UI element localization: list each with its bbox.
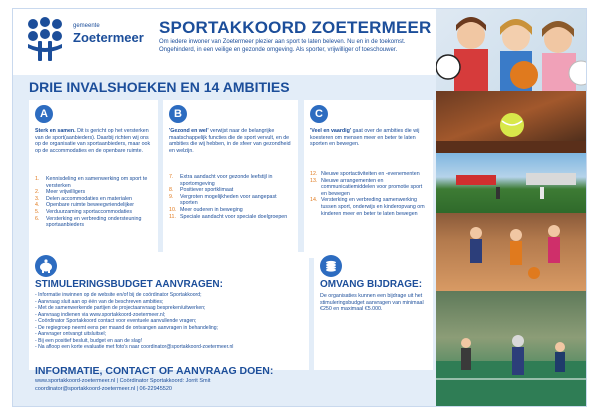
angle-intro-rest: Dit is gericht op het versterken van de sport(aanbieders). Daarbij richten wij ons op de organisatie van sportaanbieders, maar ook op de accommodaties en de openbare ruimte. bbox=[35, 128, 151, 154]
ambition-text: Extra aandacht voor gezonde leefstijl in sportomgeving bbox=[180, 174, 273, 187]
angle-card-c bbox=[304, 100, 433, 258]
info-email-line: coordinator@sportakkoord-zoetermeer.nl | 06-22945520 bbox=[35, 386, 172, 392]
ambition-text: Nieuwe sportactiviteiten en -evenementen bbox=[321, 171, 420, 177]
piggy-bank-icon bbox=[35, 255, 57, 277]
photo-seniors-sport bbox=[436, 291, 587, 407]
section-title: DRIE INVALSHOEKEN EN 14 AMBITIES bbox=[29, 79, 290, 95]
ambition-number: 3. bbox=[35, 195, 40, 202]
contribution-title: OMVANG BIJDRAGE: bbox=[320, 279, 423, 290]
budget-step-text: Bij een positief besluit, budget en aan de slag! bbox=[38, 337, 143, 344]
angle-intro bbox=[35, 128, 153, 154]
ambition-item bbox=[310, 178, 429, 198]
ambition-item bbox=[169, 214, 294, 221]
coins-icon bbox=[320, 255, 342, 277]
budget-title: STIMULERINGSBUDGET AANVRAGEN: bbox=[35, 279, 223, 290]
angle-intro-rest: gaat over de ambities die wij koesteren om mensen meer en beter te laten sporten en bewegen. bbox=[310, 128, 420, 148]
ambition-item bbox=[310, 197, 429, 217]
intro-text: Om iedere inwoner van Zoetermeer plezier aan sport te laten beleven. Nu en in de toekomst. Ongehinderd, in een veilige en gezonde omgeving. Als sporter, vrijwilliger of toeschouwer. bbox=[159, 39, 406, 53]
budget-step: - Na afloop een korte evaluatie met foto's naar coordinator@sportakkoord-zoetermeer.nl bbox=[35, 344, 234, 350]
ambition-number: 4. bbox=[35, 202, 40, 209]
budget-step-text: Informatie inwinnen op de website en/of bij de coördinator Sportakkoord; bbox=[38, 292, 202, 298]
ambition-number: 5. bbox=[35, 208, 40, 215]
ambition-text: Meer vrijwilligers bbox=[46, 189, 86, 196]
coins-glyph bbox=[320, 255, 342, 277]
ambition-number: 6. bbox=[35, 215, 40, 222]
budget-step: - Met de samenwerkende partijen de projectaanvraag bespreken/uitwerken; bbox=[35, 305, 206, 311]
contribution-section bbox=[314, 252, 433, 370]
ambition-number: 1. bbox=[35, 176, 40, 182]
ambition-text: Kennisdeling en samenwerking om sport te versterken bbox=[46, 176, 148, 189]
ambition-number: 13. bbox=[310, 177, 318, 184]
ambition-item bbox=[169, 187, 294, 194]
header bbox=[13, 9, 436, 75]
ambition-text: Delen accommodaties en materialen bbox=[46, 195, 132, 202]
angle-intro bbox=[169, 128, 293, 154]
angle-card-a bbox=[29, 100, 158, 258]
letter-badge: C bbox=[310, 105, 328, 123]
budget-step-text: Coördinator Sportakkoord contact voor eventuele aanvullende vragen; bbox=[38, 318, 197, 324]
ambition-item bbox=[35, 202, 154, 209]
photo-field-illustration bbox=[436, 153, 587, 213]
budget-step: - Aanvraag sluit aan op één van de beschreven ambities; bbox=[35, 298, 164, 305]
ambition-text: Versterking en verbreding samenwerking tussen sport, onderwijs en kinderopvang om kinderen meer en beter te laten bewegen bbox=[321, 197, 425, 217]
ambition-list bbox=[310, 171, 429, 217]
photo-tennis-illustration bbox=[436, 91, 587, 153]
ambition-item bbox=[169, 174, 294, 187]
photo-court-illustration bbox=[436, 213, 587, 291]
ambition-number: 14. bbox=[310, 197, 318, 204]
info-website-line: www.sportakkoord-zoetermeer.nl | Coördinator Sportakkoord: Jorrit Smit bbox=[35, 378, 211, 384]
piggy-bank-glyph bbox=[35, 255, 57, 277]
ambition-item bbox=[35, 216, 154, 229]
budget-steps bbox=[35, 292, 305, 351]
letter-badge: B bbox=[169, 105, 187, 123]
ambition-text: Vergroten mogelijkheden voor aangepast sporten bbox=[180, 193, 277, 207]
ambition-item bbox=[169, 194, 294, 207]
ambition-list bbox=[35, 176, 154, 229]
info-title: INFORMATIE, CONTACT OF AANVRAAG DOEN: bbox=[35, 365, 274, 377]
budget-step-text: Na afloop een korte evaluatie met foto's naar coordinator@sportakkoord-zoetermeer.nl bbox=[38, 344, 234, 350]
ambition-text: Versterking en verbreding ondersteuning sportaanbieders bbox=[46, 215, 142, 229]
budget-section bbox=[29, 252, 309, 370]
photo-tennis bbox=[436, 91, 587, 153]
letter-badge: A bbox=[35, 105, 53, 123]
budget-step: - Bij een positief besluit, budget en aan de slag! bbox=[35, 337, 143, 344]
logo-name: Zoetermeer bbox=[73, 30, 144, 45]
ambition-text: Nieuwe arrangementen en communicatiemiddelen voor promotie sport en bewegen bbox=[321, 177, 423, 197]
ambition-item bbox=[35, 196, 154, 203]
page-title: SPORTAKKOORD ZOETERMEER bbox=[159, 18, 432, 37]
photo-seniors-illustration bbox=[436, 291, 587, 407]
budget-step-text: Aanvraag indienen via www.sportakkoord-zoetermeer.nl; bbox=[37, 311, 166, 318]
angle-intro-bold: 'Gezond en wel' bbox=[169, 128, 209, 134]
ambition-number: 9. bbox=[169, 193, 174, 200]
budget-step: - Aanvraag indienen via www.sportakkoord-zoetermeer.nl; bbox=[35, 311, 166, 318]
ambition-item bbox=[310, 171, 429, 178]
budget-step: - De regiegroep neemt eens per maand de ontvangen aanvragen in behandeling; bbox=[35, 324, 218, 331]
poster bbox=[12, 8, 587, 407]
budget-step: - Informatie inwinnen op de website en/of bij de coördinator Sportakkoord; bbox=[35, 292, 202, 298]
contribution-text: De organisaties kunnen een bijdrage uit het stimuleringsbudget aanvragen van minimaal €250 en maximaal €5.000. bbox=[320, 293, 424, 313]
ambition-text: Openbare ruimte beweegvriendelijker bbox=[46, 202, 135, 209]
angle-intro-rest: verwijst naar de belangrijke maatschappelijk functies die de sport vervult, en de ambities die wij hebben, in de sfeer van gezondheid en welzijn. bbox=[169, 128, 291, 154]
zoetermeer-logo-icon bbox=[25, 17, 65, 63]
ambition-text: Meer ouderen in beweging bbox=[180, 206, 243, 213]
ambition-text: Speciale aandacht voor speciale doelgroepen bbox=[180, 213, 288, 220]
photo-children-illustration bbox=[436, 9, 587, 91]
ambition-item bbox=[35, 189, 154, 196]
budget-step-text: Aanvrager ontvangt uitsluitsel; bbox=[37, 331, 107, 337]
ambition-item bbox=[35, 209, 154, 216]
ambition-list bbox=[169, 174, 294, 220]
ambition-number: 10. bbox=[169, 206, 177, 213]
ambition-text: Positiever sportklimaat bbox=[180, 187, 234, 194]
photo-children-with-balls bbox=[436, 9, 587, 91]
budget-step-text: Aanvraag sluit aan op één van de beschreven ambities; bbox=[37, 298, 164, 305]
budget-step-text: De regiegroep neemt eens per maand de ontvangen aanvragen in behandeling; bbox=[38, 324, 218, 331]
ambition-item bbox=[169, 207, 294, 214]
ambition-item bbox=[35, 176, 154, 189]
logo-municipality-label: gemeente bbox=[73, 23, 100, 29]
angle-intro bbox=[310, 128, 428, 148]
budget-step: - Aanvrager ontvangt uitsluitsel; bbox=[35, 331, 107, 337]
ambition-number: 7. bbox=[169, 174, 174, 180]
ambition-number: 2. bbox=[35, 189, 40, 196]
angle-intro-bold: Sterk en samen. bbox=[35, 128, 76, 134]
ambition-text: Verduurzaming sportaccommodaties bbox=[46, 208, 132, 215]
angle-card-b bbox=[163, 100, 298, 258]
ambition-number: 12. bbox=[310, 171, 318, 177]
angle-intro-bold: 'Veel en vaardig' bbox=[310, 128, 352, 134]
budget-step: - Coördinator Sportakkoord contact voor eventuele aanvullende vragen; bbox=[35, 318, 197, 324]
photo-sports-field bbox=[436, 153, 587, 213]
ambition-number: 11. bbox=[169, 213, 176, 220]
budget-step-text: Met de samenwerkende partijen de projectaanvraag bespreken/uitwerken; bbox=[38, 305, 206, 311]
ambition-number: 8. bbox=[169, 187, 174, 194]
photo-kids-playing bbox=[436, 213, 587, 291]
